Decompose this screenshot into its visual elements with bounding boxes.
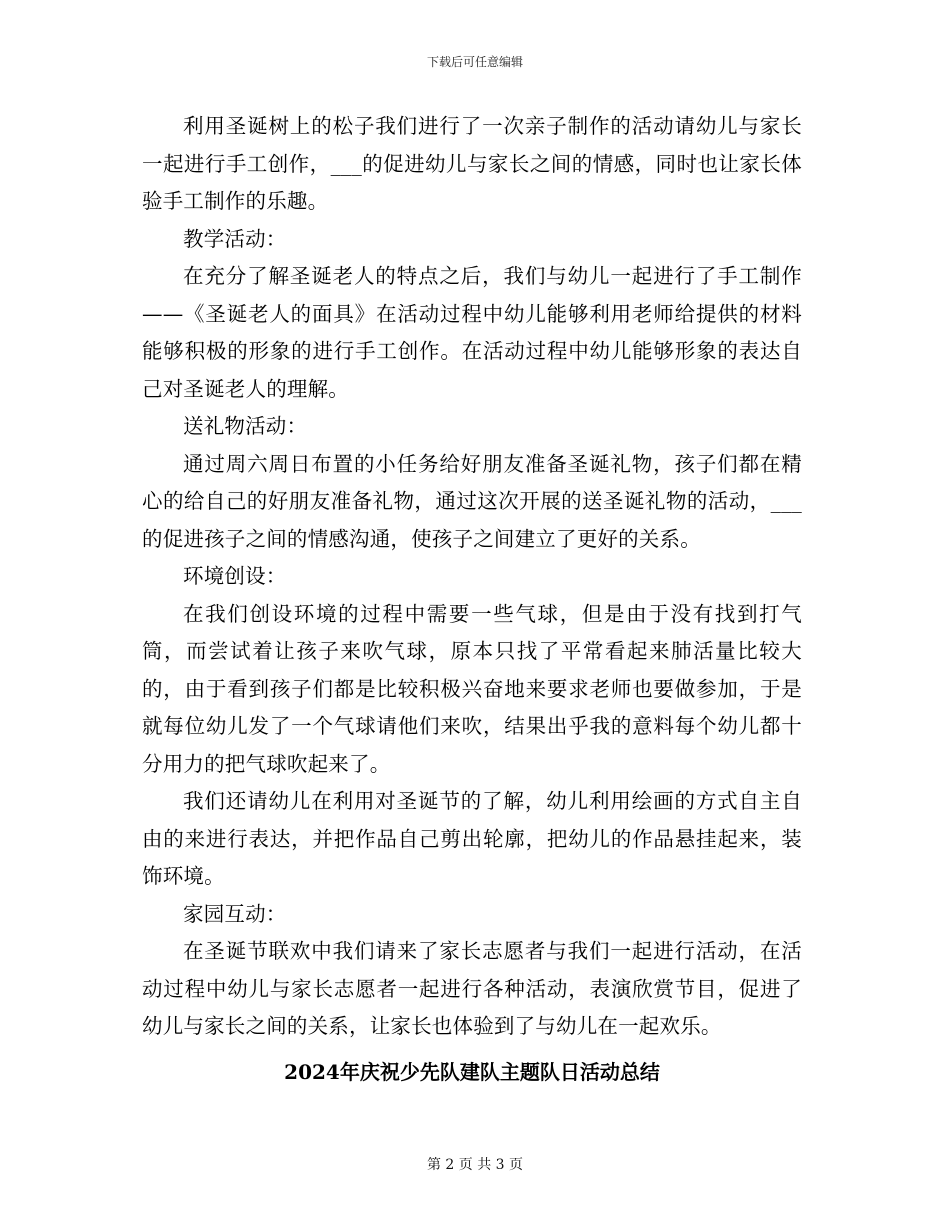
subheading-teaching-activity: 教学活动： <box>183 226 287 251</box>
paragraph-parent-volunteers: 在圣诞节联欢中我们请来了家长志愿者与我们一起进行活动，在活动过程中幼儿与家长志愿者一起进行各种活动，表演欣赏节目，促进了幼儿与家长之间的关系，让家长也体验到了与幼儿在一起欢乐。 <box>142 939 802 1038</box>
paragraph-santa-mask: 在充分了解圣诞老人的特点之后，我们与幼儿一起进行了手工制作——《圣诞老人的面具》在活动过程中幼儿能够利用老师给提供的材料能够积极的形象的进行手工创作。在活动过程中幼儿能够形象的表达自己对圣诞老人的理解。 <box>142 264 802 401</box>
paragraph-drawings: 我们还请幼儿在利用对圣诞节的了解，幼儿利用绘画的方式自主自由的来进行表达，并把作品自己剪出轮廓，把幼儿的作品悬挂起来，装饰环境。 <box>142 789 802 888</box>
paragraph-parent-child-craft: 利用圣诞树上的松子我们进行了一次亲子制作的活动请幼儿与家长一起进行手工创作，___的促进幼儿与家长之间的情感，同时也让家长体验手工制作的乐趣。 <box>142 114 802 213</box>
page-footer: 第 2 页 共 3 页 <box>426 1157 524 1173</box>
page-header: 下载后可任意编辑 <box>426 55 523 69</box>
document-body <box>142 108 802 1092</box>
paragraph-balloons: 在我们创设环境的过程中需要一些气球，但是由于没有找到打气筒，而尝试着让孩子来吹气球，原本只找了平常看起来肺活量比较大的，由于看到孩子们都是比较积极兴奋地来要求老师也要做参加，于是就每位幼儿发了一个气球请他们来吹，结果出乎我的意料每个幼儿都十分用力的把气球吹起来了。 <box>142 601 802 776</box>
subheading-environment: 环境创设： <box>183 564 287 588</box>
subheading-home-school: 家园互动： <box>183 901 287 926</box>
paragraph-gift-giving: 通过周六周日布置的小任务给好朋友准备圣诞礼物，孩子们都在精心的给自己的好朋友准备礼物，通过这次开展的送圣诞礼物的活动，___的促进孩子之间的情感沟通，使孩子之间建立了更好的关系。 <box>142 451 802 551</box>
section-title: 2024年庆祝少先队建队主题队日活动总结 <box>284 1059 660 1084</box>
subheading-gift-activity: 送礼物活动： <box>183 414 308 438</box>
